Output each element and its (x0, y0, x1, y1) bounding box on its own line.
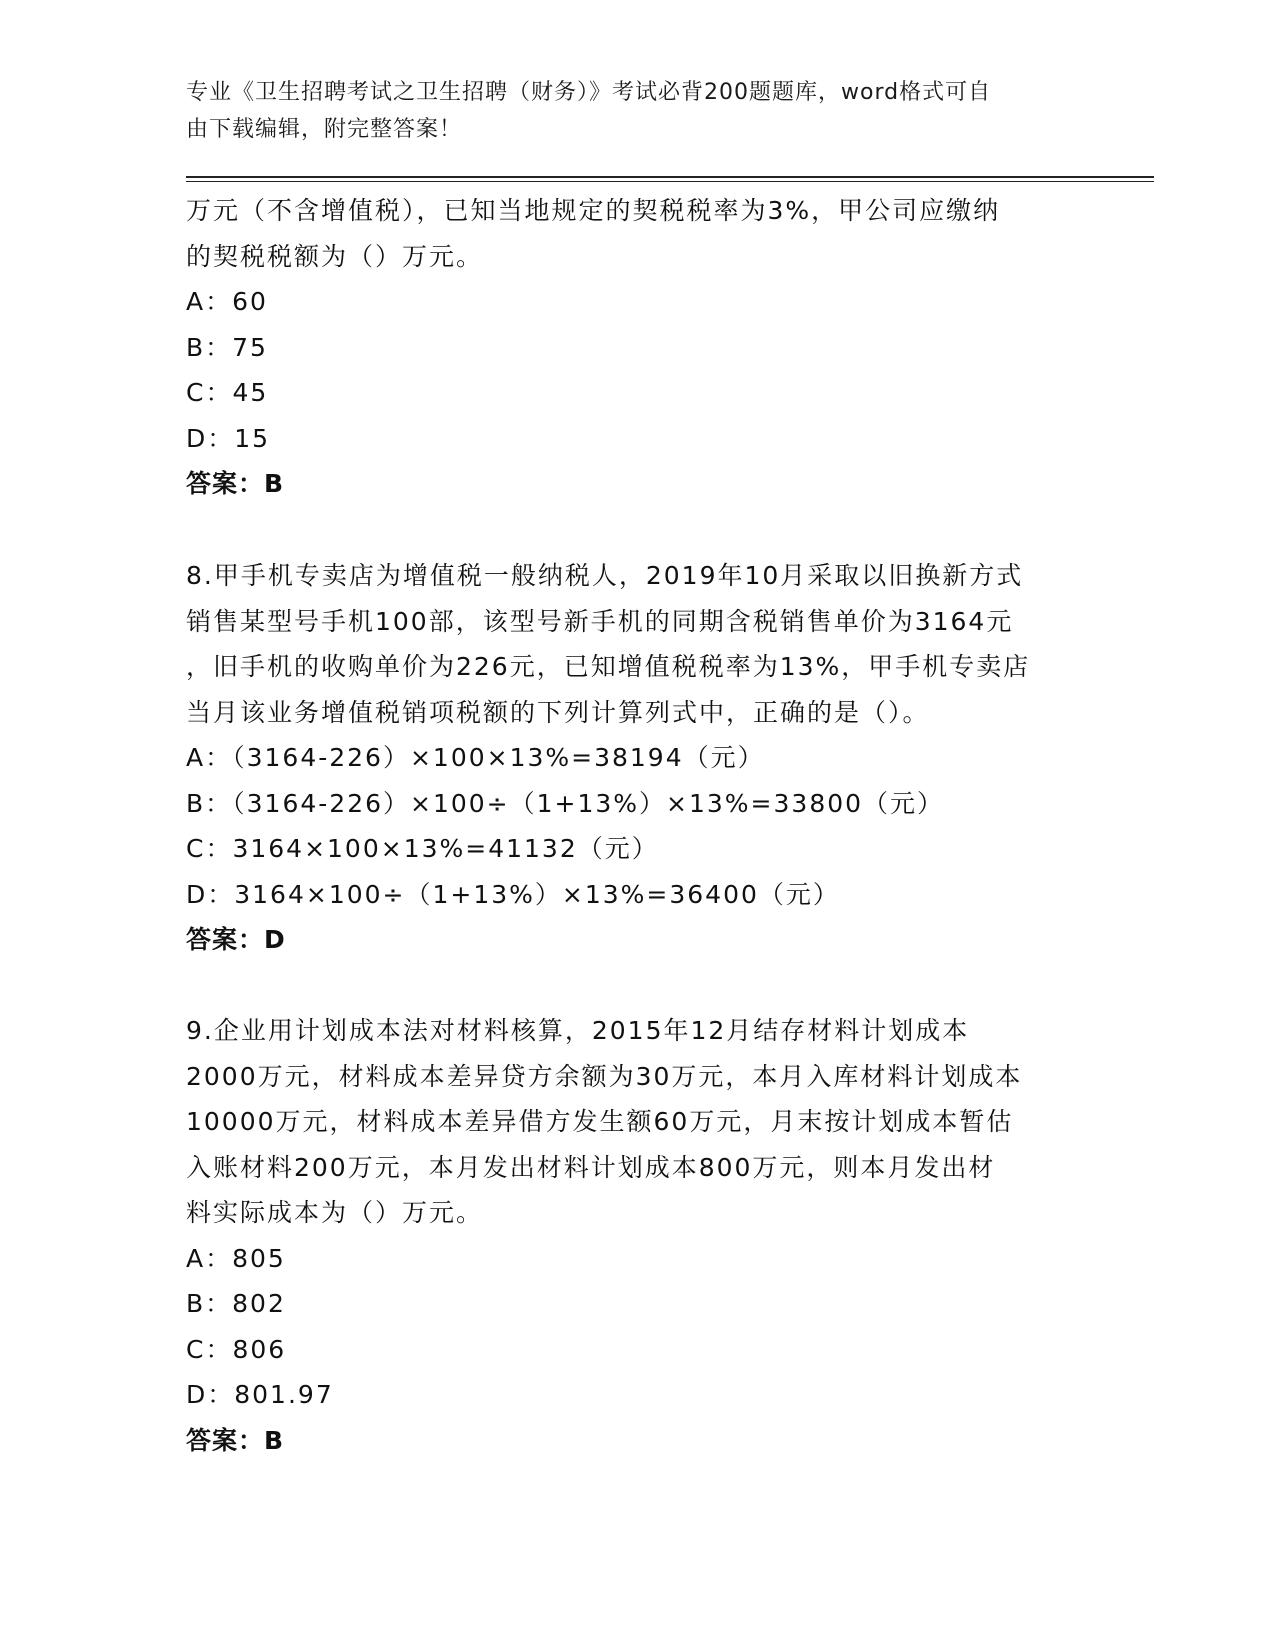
question-text-line: 入账材料200万元，本月发出材料计划成本800万元，则本月发出材 (186, 1152, 996, 1182)
option-a: A：（3164-226）×100×13%=38194（元） (186, 743, 765, 772)
answer-label: 答案：B (186, 1425, 285, 1455)
answer-label: 答案：D (186, 925, 286, 954)
question-text-line: 8.甲手机专卖店为增值税一般纳税人，2019年10月采取以旧换新方式 (186, 561, 1024, 590)
question-text-line: 的契税税额为（）万元。 (186, 241, 484, 271)
header-divider (186, 176, 1154, 178)
header-divider-thin (186, 181, 1154, 182)
option-a: A：805 (186, 1243, 286, 1273)
header-title-line-1: 专业《卫生招聘考试之卫生招聘（财务）》考试必背200题题库，word格式可自 (186, 80, 992, 105)
question-text-line: 万元（不含增值税），已知当地规定的契税税率为3%，甲公司应缴纳 (186, 196, 1001, 225)
question-text-line: 销售某型号手机100部，该型号新手机的同期含税销售单价为3164元 (186, 606, 1014, 636)
option-c: C：806 (186, 1334, 287, 1364)
option-b: B：75 (186, 332, 268, 362)
option-b: B：（3164-226）×100÷（1+13%）×13%=33800（元） (186, 788, 945, 818)
option-d: D：15 (186, 423, 271, 453)
question-text-line: 2000万元，材料成本差异贷方余额为30万元，本月入库材料计划成本 (186, 1061, 1023, 1091)
answer-label: 答案：B (186, 469, 285, 498)
option-b: B：802 (186, 1289, 286, 1318)
document-header (186, 74, 1086, 148)
question-9 (186, 1008, 1086, 1463)
question-text-line: 料实际成本为（）万元。 (186, 1198, 484, 1227)
question-text-line: 当月该业务增值税销项税额的下列计算列式中，正确的是（）。 (186, 697, 930, 727)
option-d: D：3164×100÷（1+13%）×13%=36400（元） (186, 879, 840, 909)
header-title-line-2: 由下载编辑，附完整答案！ (186, 117, 463, 142)
option-c: C：3164×100×13%=41132（元） (186, 834, 659, 863)
question-text-line: 10000万元，材料成本差异借方发生额60万元，月末按计划成本暂估 (186, 1107, 1014, 1136)
option-d: D：801.97 (186, 1380, 334, 1409)
question-continued (186, 188, 1086, 507)
question-8 (186, 553, 1086, 963)
question-text-line: 9.企业用计划成本法对材料核算，2015年12月结存材料计划成本 (186, 1016, 970, 1045)
question-text-line: ，旧手机的收购单价为226元，已知增值税税率为13%，甲手机专卖店 (186, 652, 1031, 681)
option-a: A：60 (186, 287, 268, 316)
option-c: C：45 (186, 378, 269, 407)
